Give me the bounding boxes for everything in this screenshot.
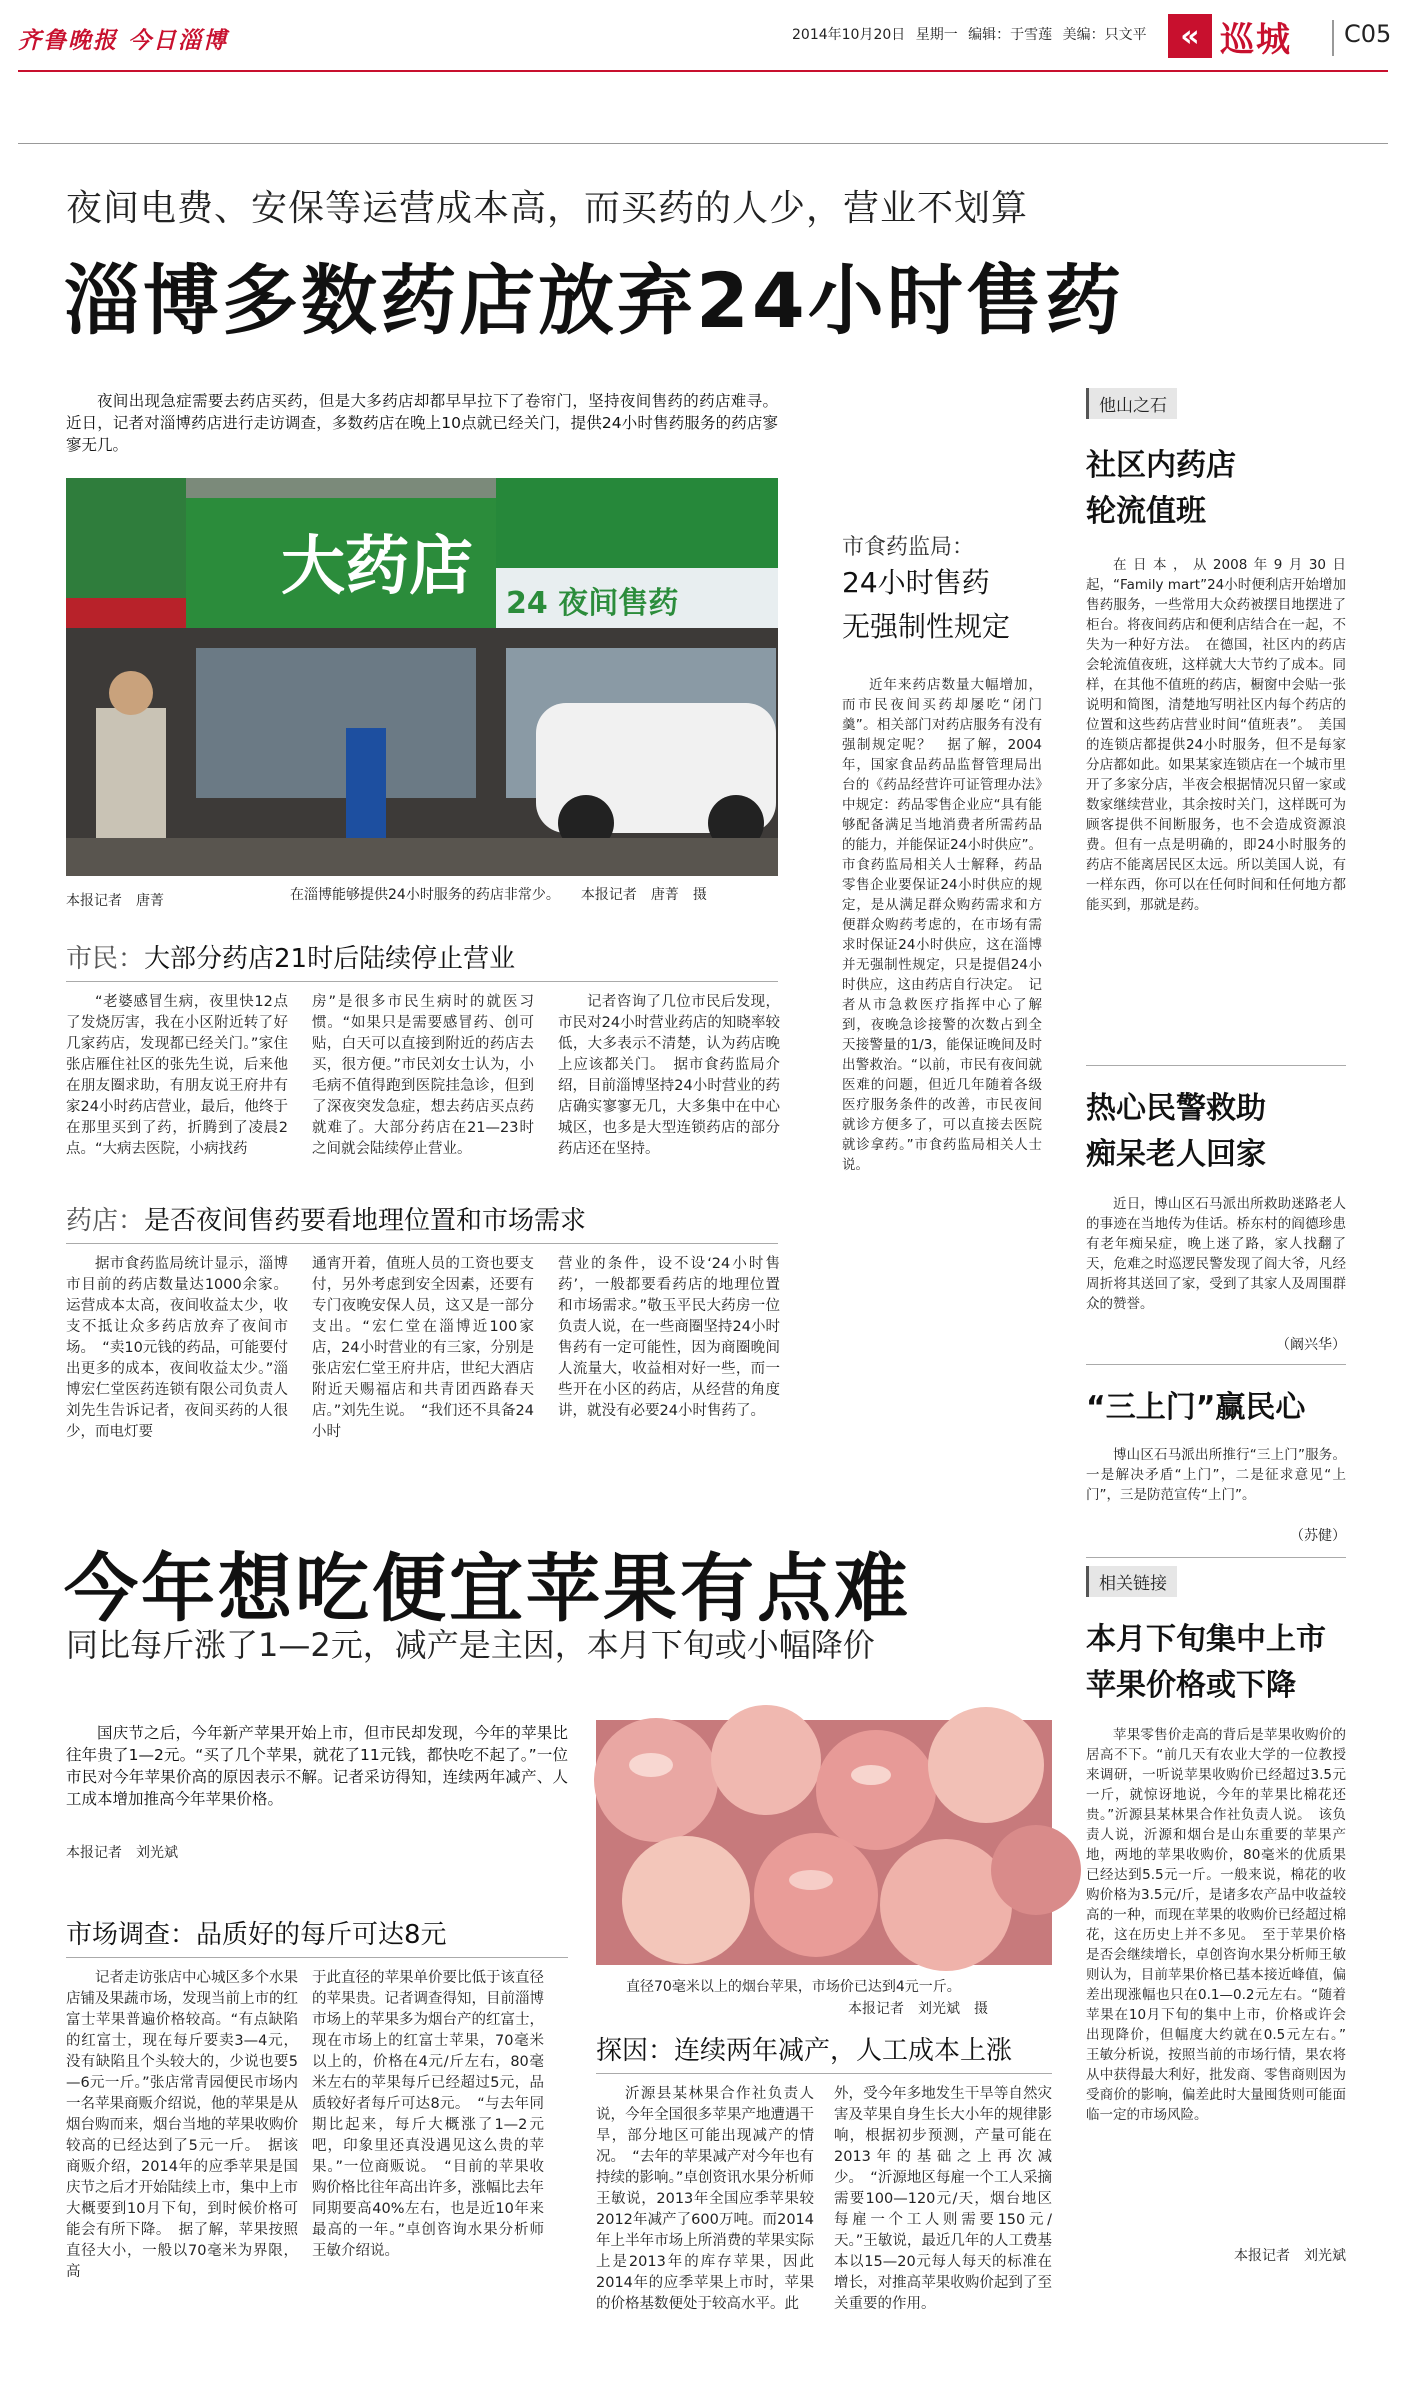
regulator-column [842,530,1042,1455]
apples-illustration [596,1720,1052,1965]
issue-meta [792,24,1147,44]
sidebar-s2-body: 近日，博山区石马派出所救助迷路老人的事迹在当地传为佳话。桥东村的阎德珍患有老年痴呆症，晚上迷了路，家人找翻了天，危难之时巡逻民警发现了阎大爷，凡经周折将其送回了家，受到了其家人及周围群众的赞誉。 [1086,1196,1346,1312]
sidebar-s1-body: 在日本，从2008年9月30日起，“Family mart”24小时便利店开始增加售药服务，一些常用大众药被摆目地摆进了柜台。将夜间药店和便利店结合在一起，不失为一种好方法。 在德国，社区内的药店会轮流值夜班，这样就大大节约了成本。同样，在其他不值班的药店，橱窗中会贴一张说明和简图，清楚地写明社区内每个药店的位置和这些药店营业时间“值班表”。 美国的连锁店都提供24小时服务，但不是每家分店都如此。如果某家连锁店在一个城市里开了多家分店，半夜会根据情况只留一家或数家继续营业，其余按时关门，这样既可为顾客提供不间断服务，也不会造成资源浪费。但有一点是明确的，即24小时服务的药店不能离居民区太远。所以美国人说，有一样东西，你可以在任何时间和任何地方都能买到，那就是药。 [1086,557,1346,913]
sidebar-s1-title-2: 轮流值班 [1086,494,1206,529]
sidebar [1086,388,1360,2265]
sidebar-divider [1086,1364,1346,1365]
sidebar-s3-sign: （苏健） [1290,1528,1346,1544]
story2-sub1-col2: 于此直径的苹果单价要比低于该直径的苹果贵。记者调查得知，目前淄博市场上的苹果多为烟台产的红富士，现在市场上的红富士苹果，70毫米以上的，价格在4元/斤左右，80毫米左右的苹果每斤已经超过5元，品质较好者每斤可达8元。 “与去年同期比起来，每斤大概涨了1—2元吧，印象里还真没遇见这么贵的苹果。”一位商贩说。 “目前的苹果收购价格比往年高出许多，涨幅比去年同期要高40%左右，也是近10年来最高的一年。”卓创咨询水果分析师王敏介绍说。 [312,1970,544,2259]
story2-sub2-col1: 沂源县某林果合作社负责人说，今年全国很多苹果产地遭遇干旱，部分地区可能出现减产的情况。 “去年的苹果减产对今年也有持续的影响。”卓创资讯水果分析师王敏说，2013年全国应季苹果较2012年减产了600万吨。而2014年上半年市场上所消费的苹果实际上是2013年的库存苹果，因此2014年的应季苹果上市时，苹果的价格基数便处于较高水平。此 [596,2086,814,2312]
sidebar-s4-body: 苹果零售价走高的背后是苹果收购价的居高不下。“前几天有农业大学的一位教授来调研，一听说苹果收购价已经超过3.5元一斤，就惊讶地说，今年的苹果比棉花还贵。”沂源县某林果合作社负责人说。 该负责人说，沂源和烟台是山东重要的苹果产地，两地的苹果收购价，80毫米的优质果已经达到5.5元一斤。一般来说，棉花的收购价格为3.5元/斤，是诸多农产品中收益较高的一种，而现在苹果的收购价已经超过棉花，这在历史上并不多见。 至于苹果价格是否会继续增长，卓创咨询水果分析师王敏则认为，目前苹果价格已基本接近峰值，偏差出现涨幅也只在0.1—0.2元左右。“随着苹果在10月下旬的集中上市，价格或许会出现降价，但幅度大约就在0.5元左右。” 王敏分析说，按照当前的市场行情，果农将从中获得最大利好，批发商、零售商则因为受商价的影响，偏差此时大量囤货则可能面临一定的市场风险。 [1086,1727,1360,2123]
story1-sub1-col2: 房”是很多市民生病时的就医习惯。“如果只是需要感冒药、创可贴，白天可以直接到附近的药店去买，很方便。”市民刘女士认为，小毛病不值得跑到医院挂急诊，但到了深夜突发急症，想去药店买点药就难了。大部分药店在21—23时之间就会陆续停止营业。 [312,994,534,1157]
story1-sub1 [66,938,778,982]
story2-photo-caption: 直径70毫米以上的烟台苹果，市场价已达到4元一斤。 [626,1979,961,1995]
regulator-title-2: 无强制性规定 [842,610,1011,643]
story2-photo-credit: 本报记者 刘光斌 摄 [848,2001,988,2017]
story2-kicker: 同比每斤涨了1—2元，减产是主因，本月下旬或小幅降价 [66,1626,875,1664]
regulator-kicker: 市食药监局： [842,535,975,560]
story1-sub2-col1: 据市食药监局统计显示，淄博市目前的药店数量达1000余家。运营成本太高，夜间收益太少，收支不抵让众多药店放弃了夜间市场。 “卖10元钱的药品，可能要付出更多的成本，夜间收益太少。”淄博宏仁堂医药连锁有限公司负责人刘先生告诉记者，夜间买药的人很少，而电灯要 [66,1256,288,1440]
story2-sub1: 市场调查：品质好的每斤可达8元 [66,1914,568,1958]
issue-weekday: 星期一 [915,27,958,43]
story1-photo-caption: 在淄博能够提供24小时服务的药店非常少。 本报记者 唐菁 摄 [290,887,707,903]
story2-sub2: 探因：连续两年减产，人工成本上涨 [596,2030,1052,2074]
masthead-rule [18,70,1388,72]
sidebar-s2-title-2: 痴呆老人回家 [1086,1137,1266,1172]
story1-sub2-col3: 营业的条件，设不设‘24小时售药’，一般都要看药店的地理位置和市场需求。”敬玉平民大药房一位负责人说，在一些商圈坚持24小时售药有一定可能性，因为商圈晚间人流量大，收益相对好一些，而一些开在小区的药店，从经营的角度讲，就没有必要24小时售药了。 [558,1256,780,1419]
apple-photo [596,1720,1052,1965]
issue-designer: 美编：只文平 [1062,27,1147,43]
regulator-body: 近年来药店数量大幅增加，而市民夜间买药却屡吃“闭门羹”。相关部门对药店服务有没有强制规定呢？ 据了解，2004年，国家食品药品监督管理局出台的《药品经营许可证管理办法》中规定：药品零售企业应“具有能够配备满足当地消费者所需药品的能力，并能保证24小时供应”。市食药监局相关人士解释，药品零售企业要保证24小时供应的规定，是从满足群众购药需求和方便群众购药考虑的，在市场有需求时保证24小时供应，这在淄博并无强制性规定，只是提倡24小时供应，这由药店自行决定。 记者从市急救医疗指挥中心了解到，夜晚急诊接警的次数占到全天接警量的1/3，能保证晚间及时出警救治。“以前，市民有夜间就医难的问题，但近几年随着各级医疗服务条件的改善，市民夜间就诊方便多了，可以直接去医院就诊拿药。”市食药监局相关人士说。 [842,677,1042,1173]
issue-date: 2014年10月20日 [792,27,906,43]
section-name: 巡城 [1220,19,1292,60]
chevron-left-icon: « [1168,14,1212,58]
sidebar-s1-title-1: 社区内药店 [1086,448,1236,483]
story1-sub2 [66,1200,778,1244]
page-number: C05 [1332,20,1391,56]
sidebar-divider [1086,1557,1346,1558]
story1-sub2-label: 药店： [66,1206,145,1236]
sidebar-s2-title-1: 热心民警救助 [1086,1091,1266,1126]
story2-headline: 今年想吃便宜苹果有点难 [64,1546,911,1632]
pharmacy-photo [66,478,778,876]
story1-lead: 夜间出现急症需要去药店买药，但是大多药店却都早早拉下了卷帘门，坚持夜间售药的药店难寻。近日，记者对淄博药店进行走访调查，多数药店在晚上10点就已经关门，提供24小时售药服务的药店寥寥无几。 [66,392,778,454]
sidebar-s3-title: “三上门”赢民心 [1086,1390,1306,1425]
sign-pharmacy: 大药店 [281,530,473,604]
story1-sub1-col3: 记者咨询了几位市民后发现，市民对24小时营业药店的知晓率较低，大多表示不清楚，认为药店晚上应该都关门。 据市食药监局介绍，目前淄博坚持24小时营业的药店确实寥寥无几，大多集中在中心城区，也多是大型连锁药店的部分药店还在坚持。 [558,994,780,1157]
section-tag [1168,14,1320,58]
story1-sub1-col1: “老婆感冒生病，夜里快12点了发烧厉害，我在小区附近转了好几家药店，发现都已经关门。”家住张店雁住社区的张先生说，后来他在朋友圈求助，有朋友说王府井有家24小时药店营业，最后，他终于在那里买到了药，折腾到了凌晨2点。“大病去医院，小病找药 [66,994,288,1157]
story1-headline: 淄博多数药店放弃24小时售药 [64,256,1124,345]
story1-photo-credit: 本报记者 唐菁 [66,893,164,909]
story1-sub1-text: 大部分药店21时后陆续停止营业 [144,944,516,974]
sidebar-s4-title-2: 苹果价格或下降 [1086,1668,1296,1703]
story1-kicker: 夜间电费、安保等运营成本高，而买药的人少，营业不划算 [66,188,1029,229]
sign-night: 24 夜间售药 [506,586,679,621]
sidebar-divider [1086,1065,1346,1066]
regulator-title-1: 24小时售药 [842,566,990,599]
story2-byline: 本报记者 刘光斌 [66,1845,178,1861]
story1-sub2-col2: 通宵开着，值班人员的工资也要支付，另外考虑到安全因素，还要有专门夜晚安保人员，这又是一部分支出。“宏仁堂在淄博近100家店，24小时营业的有三家，分别是张店宏仁堂王府井店，世纪大酒店附近天赐福店和共青团西路春天店。”刘先生说。 “我们还不具备24小时 [312,1256,534,1440]
issue-editor: 编辑：于雪莲 [968,27,1053,43]
story2-lead: 国庆节之后，今年新产苹果开始上市，但市民却发现，今年的苹果比往年贵了1—2元。“买了几个苹果，就花了11元钱，都快吃不起了。”一位市民对今年苹果价高的原因表示不解。记者采访得知，连续两年减产、人工成本增加推高今年苹果价格。 [66,1724,568,1808]
story1-sub1-label: 市民： [66,944,145,974]
sidebar-s2-sign: （阚兴华） [1276,1337,1346,1353]
masthead-rule-thin [18,143,1388,144]
story1-sub2-text: 是否夜间售药要看地理位置和市场需求 [144,1206,587,1236]
sidebar-tab2: 相关链接 [1086,1566,1177,1597]
sidebar-s4-sign: 本报记者 刘光斌 [1234,2248,1346,2264]
sidebar-s4-title-1: 本月下旬集中上市 [1086,1622,1326,1657]
story2-sub2-col2: 外，受今年多地发生干旱等自然灾害及苹果自身生长大小年的规律影响，根据初步预测，产量可能在2013年的基础之上再次减少。 “沂源地区每雇一个工人采摘需要100—120元/天，烟台地区每雇一个工人则需要150元/天。”王敏说，最近几年的人工费基本以15—20元每人每天的标准在增长，对推高苹果收购价起到了至关重要的作用。 [834,2086,1052,2312]
sidebar-s3-body: 博山区石马派出所推行“三上门”服务。一是解决矛盾“上门”，二是征求意见“上门”，三是防范宣传“上门”。 [1086,1447,1346,1503]
sidebar-tab: 他山之石 [1086,388,1177,419]
newspaper-brand: 齐鲁晚报 今日淄博 [18,27,229,54]
story2-sub1-col1: 记者走访张店中心城区多个水果店铺及果蔬市场，发现当前上市的红富士苹果普遍价格较高。“有点缺陷的红富士，现在每斤要卖3—4元，没有缺陷且个头较大的，少说也要5—6元一斤。”张店常青园便民市场内一名苹果商贩介绍说，他的苹果是从烟台购而来，烟台当地的苹果收购价较高的已经达到了5元一斤。 据该商贩介绍，2014年的应季苹果是国庆节之后才开始陆续上市，集中上市大概要到10月下旬，到时候价格可能会有所下降。 据了解，苹果按照直径大小，一般以70毫米为界限，高 [66,1970,298,2280]
pharmacy-illustration [66,478,778,876]
